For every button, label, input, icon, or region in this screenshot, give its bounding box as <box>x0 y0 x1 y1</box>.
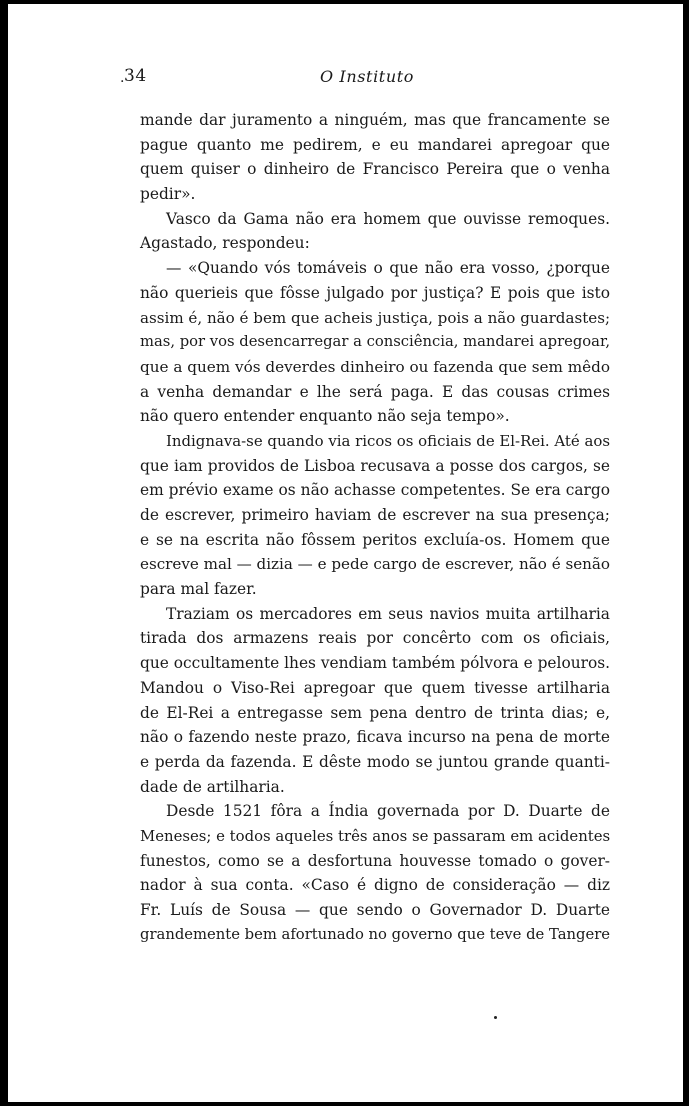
text-line: para mal fazer. <box>140 580 257 599</box>
body-text <box>140 108 610 947</box>
text-line: Fr. Luís de Sousa — que sendo o Governador D. Duarte <box>140 901 610 919</box>
text-line: e perda da fazenda. E dêste modo se juntou grande quanti- <box>140 752 610 771</box>
text-line: funestos, como se a desfortuna houvesse tomado o gover- <box>140 851 610 870</box>
text-line: Traziam os mercadores em seus navios muita artilharia <box>166 604 610 623</box>
running-head <box>124 66 610 90</box>
text-line: tirada dos armazens reais por concêrto com os oficiais, <box>140 629 610 648</box>
text-line: Mandou o Viso-Rei apregoar que quem tivesse artilharia <box>140 678 610 697</box>
text-line: pedir». <box>140 185 196 204</box>
ink-speck <box>494 1016 497 1019</box>
text-line: Vasco da Gama não era homem que ouvisse remoques. <box>166 209 610 228</box>
text-line: Indignava-se quando via ricos os oficiais de El-Rei. Até aos <box>166 431 610 450</box>
text-line: Meneses; e todos aqueles três anos se passaram em acidentes <box>140 826 611 845</box>
text-line: assim é, não é bem que acheis justiça, pois a não guardastes; <box>140 308 611 327</box>
text-line: não querieis que fôsse julgado por justiça? E pois que isto <box>140 283 610 302</box>
text-line: não quero entender enquanto não seja tempo». <box>140 407 510 426</box>
text-line: mande dar juramento a ninguém, mas que francamente se <box>140 111 610 129</box>
running-title: O Instituto <box>320 67 414 86</box>
text-line: grandemente bem afortunado no governo que teve de Tangere <box>140 925 610 943</box>
text-line: escreve mal — dizia — e pede cargo de escrever, não é senão <box>140 555 610 574</box>
text-line: a venha demandar e lhe será paga. E das cousas crimes <box>140 382 610 401</box>
text-line: que occultamente lhes vendiam também pólvora e pelouros. <box>140 654 610 673</box>
text-line: dade de artilharia. <box>140 777 285 796</box>
text-line: Desde 1521 fôra a Índia governada por D. Duarte de <box>166 802 610 821</box>
text-line: em prévio exame os não achasse competentes. Se era cargo <box>140 481 610 500</box>
text-line: que a quem vós deverdes dinheiro ou fazenda que sem mêdo <box>140 357 610 376</box>
text-line: de El-Rei a entregasse sem pena dentro de trinta dias; e, <box>140 703 610 722</box>
text-line: que iam providos de Lisboa recusava a posse dos cargos, se <box>140 456 610 475</box>
text-line: e se na escrita não fôssem peritos excluía-os. Homem que <box>140 530 610 549</box>
text-line: pague quanto me pedirem, e eu mandarei apregoar que <box>140 135 610 154</box>
text-line: mas, por vos desencarregar a consciência, mandarei apregoar, <box>140 333 611 351</box>
text-line: nador à sua conta. «Caso é digno de consideração — diz <box>140 876 610 895</box>
text-line: Agastado, respondeu: <box>140 234 310 253</box>
text-line: — «Quando vós tomáveis o que não era vosso, ¿porque <box>166 259 610 278</box>
text-line: de escrever, primeiro haviam de escrever na sua presença; <box>140 506 610 524</box>
text-line: quem quiser o dinheiro de Francisco Pereira que o venha <box>140 160 610 179</box>
page-number: . 34 <box>124 66 147 86</box>
text-line: não o fazendo neste prazo, ficava incurso na pena de morte <box>140 728 610 747</box>
